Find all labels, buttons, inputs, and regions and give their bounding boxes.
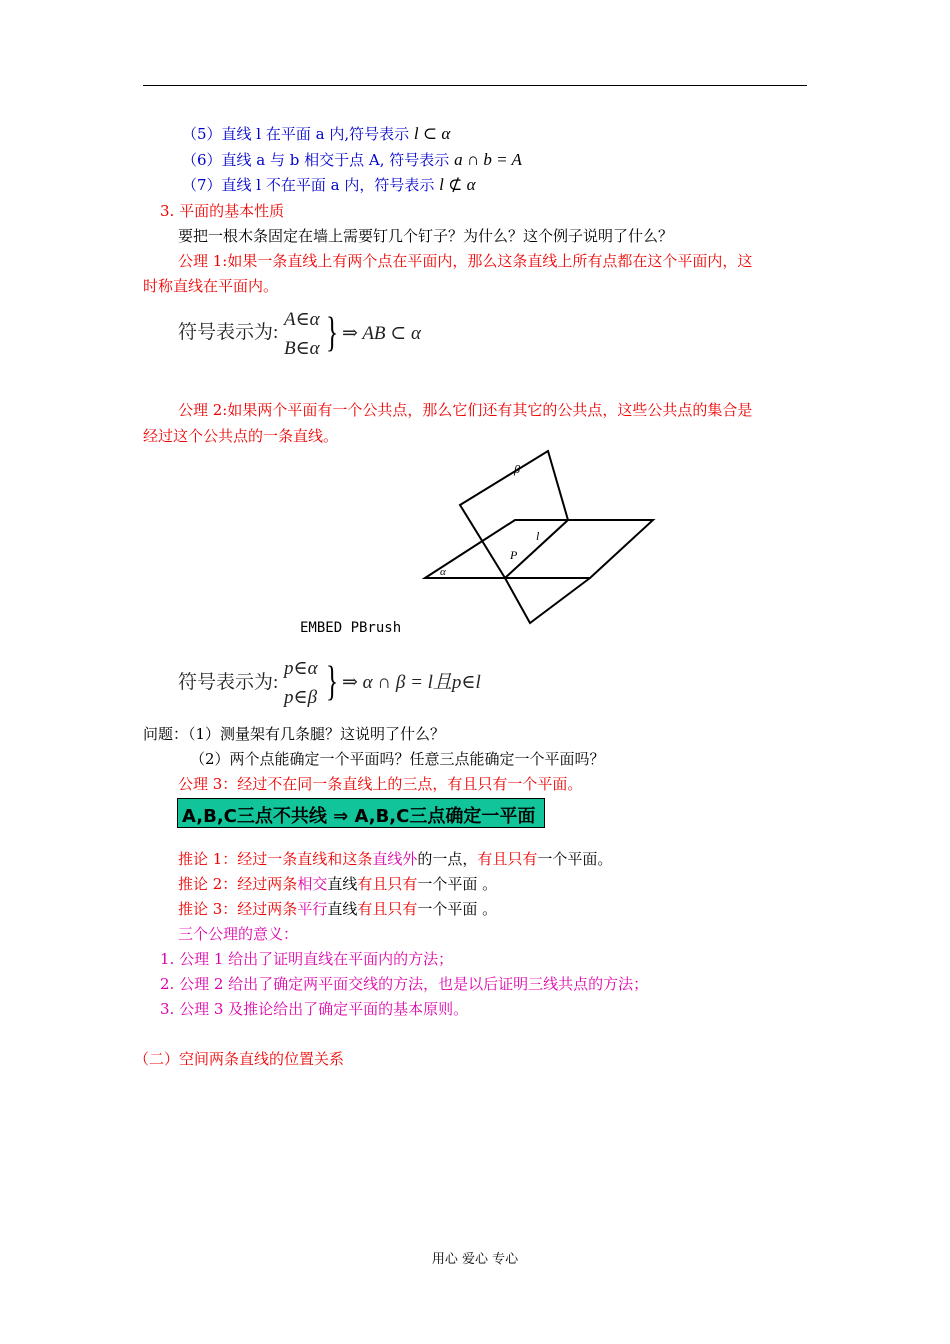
axiom-1-symbol-bottom: B∈α [284,338,320,359]
corollary-2-e: 一个平面 。 [417,875,498,893]
item-6 [182,150,522,170]
axiom-2-line-2: 经过这个公共点的一条直线。 [143,427,339,445]
item-5-math: l ⊂ α [413,124,451,143]
corollary-1-e: 一个平面。 [537,850,613,868]
label-l: l [536,529,540,543]
axiom-1-line-1: 公理 1:如果一条直线上有两个点在平面内，那么这条直线上所有点都在这个平面内，这 [178,252,753,270]
axiom-3: 公理 3：经过不在同一条直线上的三点，有且只有一个平面。 [178,775,583,793]
corollary-2-a: 推论 2：经过两条 [178,875,298,893]
corollary-2 [178,874,497,894]
corollary-3-a: 推论 3：经过两条 [178,900,298,918]
axiom-3-box [177,798,545,828]
label-P: P [510,548,518,562]
label-alpha: α [440,566,446,578]
section-3-heading: 3. 平面的基本性质 [160,202,285,220]
page-footer: 用心 爱心 专心 [431,1252,519,1267]
axiom-1-symbol-label: 符号表示为: [178,322,279,343]
corollary-3-c: 直线 [327,900,358,918]
corollary-2-d: 有且只有 [357,875,418,893]
corollary-2-b: 相交 [297,875,328,893]
item-7-text: （7）直线 l 不在平面 a 内，符号表示 [182,176,435,194]
two-planes-figure [420,445,660,625]
corollary-3-e: 一个平面 。 [417,900,498,918]
meaning-1: 1. 公理 1 给出了证明直线在平面内的方法； [160,950,454,968]
axiom-2-symbol-label: 符号表示为: [178,672,279,693]
corollary-1-c: 的一点， [417,850,478,868]
header-rule [143,85,807,86]
corollary-3-b: 平行 [297,900,328,918]
meaning-title: 三个公理的意义： [178,925,299,943]
axiom-1-brace: } [326,310,339,356]
item-7-math: l ⊄ α [439,175,476,194]
axiom-2-symbol-bottom: p∈β [284,687,318,708]
plane-beta-lower [505,578,590,623]
axiom-1-symbol-result: ⇒ AB ⊂ α [342,323,421,344]
meaning-2: 2. 公理 2 给出了确定两平面交线的方法，也是以后证明三线共点的方法； [160,975,649,993]
item-6-text: （6）直线 a 与 b 相交于点 A, 符号表示 [182,151,450,169]
axiom-2-symbol-result: ⇒ α ∩ β = l且p∈l [342,672,481,693]
axiom-2-brace: } [326,659,339,705]
question-2a: 问题：（1）测量架有几条腿？这说明了什么？ [143,725,446,743]
section-two-heading: （二）空间两条直线的位置关系 [134,1050,345,1068]
corollary-2-c: 直线 [327,875,358,893]
axiom-2-line-1: 公理 2:如果两个平面有一个公共点，那么它们还有其它的公共点，这些公共点的集合是 [178,401,753,419]
meaning-3: 3. 公理 3 及推论给出了确定平面的基本原则。 [160,1000,469,1018]
item-5-text: （5）直线 l 在平面 a 内,符号表示 [182,125,410,143]
question-2b: （2）两个点能确定一个平面吗？任意三点能确定一个平面吗？ [190,750,605,768]
axiom-1-symbol-top: A∈α [284,309,320,330]
corollary-1-d: 有且只有 [477,850,538,868]
axiom-3-box-text: A,B,C三点不共线 ⇒ A,B,C三点确定一平面 [182,806,536,827]
nail-question: 要把一根木条固定在墙上需要钉几个钉子？为什么？这个例子说明了什么？ [178,227,674,245]
corollary-1 [178,849,612,869]
axiom-1-line-2: 时称直线在平面内。 [143,277,279,295]
corollary-3-d: 有且只有 [357,900,418,918]
axiom-2-symbol-top: p∈α [284,658,318,679]
item-7 [182,175,476,195]
corollary-1-a: 推论 1：经过一条直线和这条 [178,850,373,868]
item-5 [182,124,450,144]
item-6-math: a ∩ b = A [454,150,522,169]
corollary-3 [178,899,497,919]
label-beta: β [514,462,520,476]
embed-caption: EMBED PBrush [300,620,402,636]
corollary-1-b: 直线外 [372,850,418,868]
